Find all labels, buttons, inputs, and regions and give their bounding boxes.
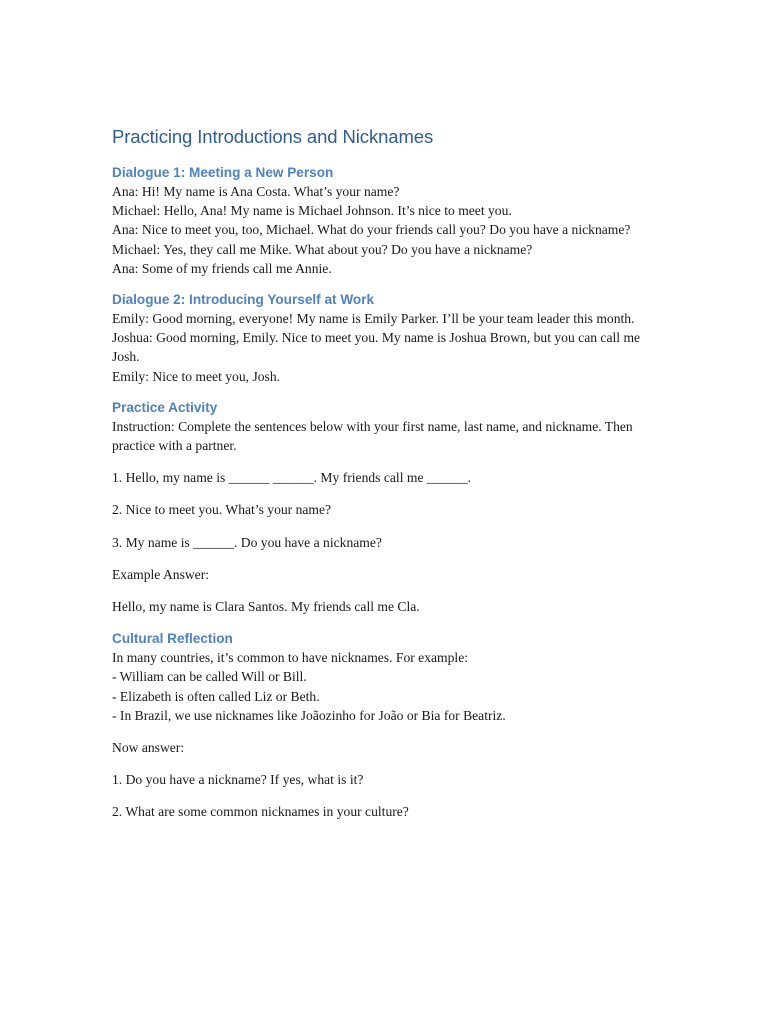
cultural-intro: In many countries, it’s common to have nicknames. For example: <box>112 650 468 666</box>
dialogue-2-heading: Dialogue 2: Introducing Yourself at Work <box>112 292 375 308</box>
now-answer-label: Now answer: <box>112 740 185 756</box>
dialogue-1-line: Michael: Yes, they call me Mike. What about you? Do you have a nickname? <box>112 241 533 257</box>
example-answer-label: Example Answer: <box>112 566 210 582</box>
cultural-reflection-heading: Cultural Reflection <box>112 631 233 647</box>
dialogue-1-line: Ana: Nice to meet you, too, Michael. What do your friends call you? Do you have a nickname? <box>112 222 631 238</box>
cultural-bullet: - William can be called Will or Bill. <box>112 669 307 685</box>
reflection-question-2: 2. What are some common nicknames in your culture? <box>112 804 409 820</box>
practice-item-1: 1. Hello, my name is ______ ______. My friends call me ______. <box>112 470 472 486</box>
dialogue-1-line: Ana: Some of my friends call me Annie. <box>112 260 332 276</box>
dialogue-2-line: Joshua: Good morning, Emily. Nice to meet you. My name is Joshua Brown, but you can call me Josh. <box>112 330 641 365</box>
cultural-bullet: - Elizabeth is often called Liz or Beth. <box>112 688 320 704</box>
dialogue-1-section <box>112 163 657 278</box>
dialogue-2-line: Emily: Nice to meet you, Josh. <box>112 368 281 384</box>
reflection-question-1: 1. Do you have a nickname? If yes, what is it? <box>112 772 364 788</box>
practice-instruction: Instruction: Complete the sentences below with your first name, last name, and nickname. Then practice with a partner. <box>112 418 633 454</box>
dialogue-1-line: Ana: Hi! My name is Ana Costa. What’s your name? <box>112 184 400 199</box>
document-page <box>112 124 657 822</box>
practice-activity-heading: Practice Activity <box>112 399 218 415</box>
dialogue-1-line: Michael: Hello, Ana! My name is Michael Johnson. It’s nice to meet you. <box>112 203 512 219</box>
example-answer-text: Hello, my name is Clara Santos. My friends call me Cla. <box>112 599 420 615</box>
dialogue-2-line: Emily: Good morning, everyone! My name is Emily Parker. I’ll be your team leader this month. <box>112 311 635 327</box>
practice-activity-section <box>112 398 657 616</box>
cultural-reflection-section <box>112 629 657 821</box>
practice-item-2: 2. Nice to meet you. What’s your name? <box>112 502 332 518</box>
practice-item-3: 3. My name is ______. Do you have a nickname? <box>112 534 382 550</box>
dialogue-1-heading: Dialogue 1: Meeting a New Person <box>112 165 334 180</box>
dialogue-2-section <box>112 290 657 386</box>
document-title: Practicing Introductions and Nicknames <box>112 126 434 147</box>
cultural-bullet: - In Brazil, we use nicknames like Joãozinho for João or Bia for Beatriz. <box>112 707 506 723</box>
